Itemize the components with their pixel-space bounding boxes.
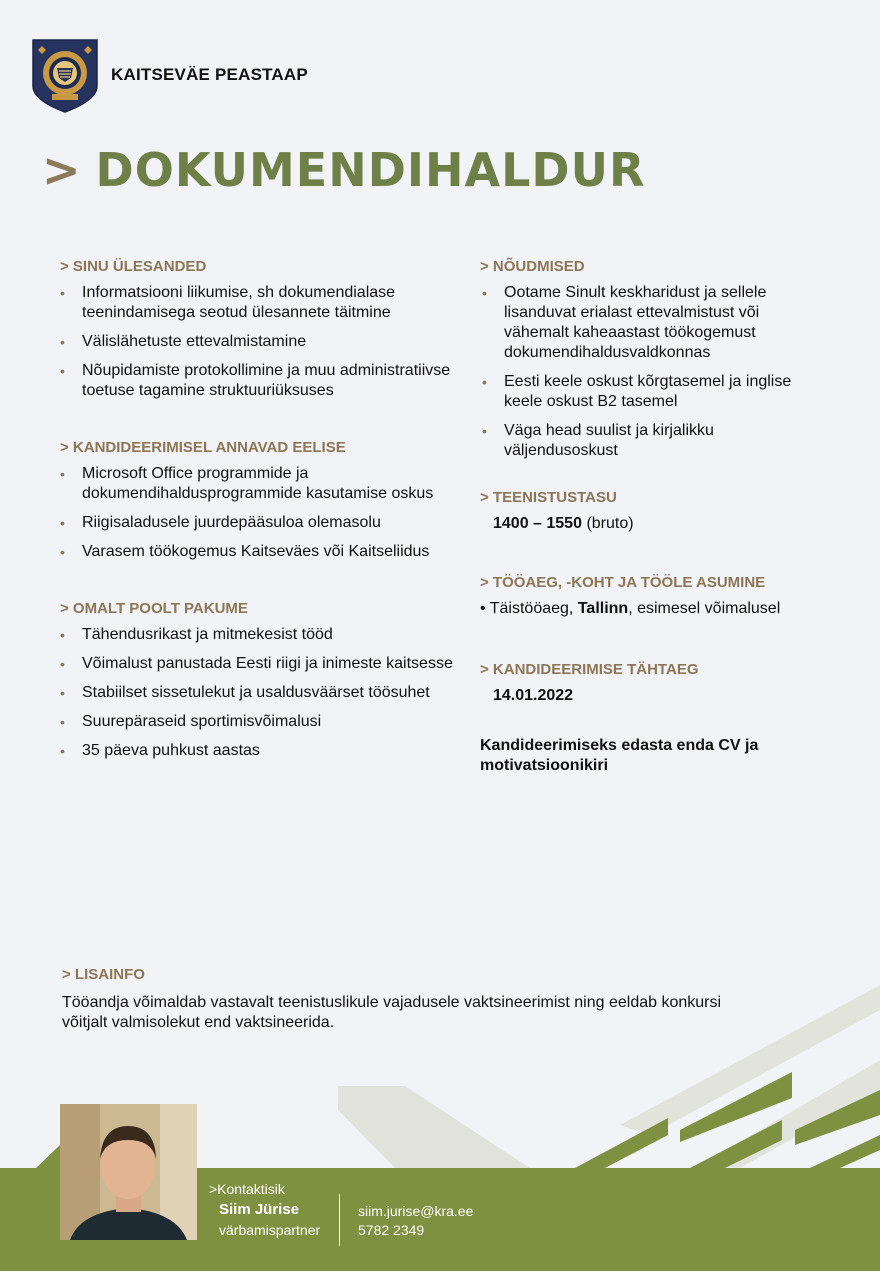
deadline-date: 14.01.2022 (493, 687, 574, 704)
contact-divider (339, 1194, 340, 1246)
list-item (58, 332, 458, 352)
list-item-text: Võimalust panustada Eesti riigi ja inimeste kaitsesse (82, 655, 453, 672)
list-item-text: Eesti keele oskust kõrgtasemel ja inglise keele oskust B2 tasemel (504, 373, 792, 410)
bullet-icon: • (60, 685, 65, 701)
bullet-icon: • (60, 515, 65, 531)
bullet-icon: • (60, 544, 65, 560)
extra-info-text: Tööandja võimaldab vastavalt teenistuslikule vajadusele vaktsineerimist ning eeldab konkursi võitjalt valmisolekut end vaktsineerida. (62, 994, 722, 1031)
list-item-text: Ootame Sinult keskharidust ja sellele lisanduvat erialast ettevalmistust või vähemalt kaheaastast töökogemust dokumendihaldusvaldkonnas (504, 284, 767, 361)
extra-info-heading: > LISAINFO (62, 966, 145, 983)
bullet-icon: • (60, 334, 65, 350)
list-item (480, 372, 820, 412)
page-title (42, 143, 645, 197)
contact-name: Siim Jürise (219, 1201, 300, 1218)
list-item-text: 35 päeva puhkust aastas (82, 742, 260, 759)
list-item-text: Riigisaladusele juurdepääsuloa olemasolu (82, 514, 381, 531)
list-item-text: Microsoft Office programmide ja dokumendihaldusprogrammide kasutamise oskus (82, 465, 434, 502)
list-item (58, 513, 458, 533)
list-item (480, 421, 820, 461)
apply-note: Kandideerimiseks edasta enda CV ja motivatsioonikiri (480, 737, 759, 774)
right-column (480, 258, 820, 776)
advantages-section (58, 439, 458, 562)
bullet-icon: • (482, 423, 487, 439)
list-item (58, 683, 458, 703)
contact-role: värbamispartner (219, 1222, 321, 1238)
list-item (58, 542, 458, 562)
advantages-heading: > KANDIDEERIMISEL ANNAVAD EELISE (60, 439, 346, 456)
offer-heading: > OMALT POOLT PAKUME (60, 600, 248, 617)
list-item-text: Nõupidamiste protokollimine ja muu administratiivse toetuse tagamine struktuuriüksuses (82, 362, 451, 399)
org-logo (30, 36, 100, 114)
extra-info-section (62, 966, 762, 1033)
list-item-text: Tähendusrikast ja mitmekesist tööd (82, 626, 333, 643)
deadline-heading: > KANDIDEERIMISE TÄHTAEG (480, 661, 699, 678)
worktime-suffix: , esimesel võimalusel (628, 600, 781, 617)
deadline-section (480, 661, 820, 706)
list-item (58, 283, 458, 323)
worktime-heading: > TÖÖAEG, -KOHT JA TÖÖLE ASUMINE (480, 574, 766, 591)
org-name: KAITSEVÄE PEASTAAP (111, 65, 308, 84)
duties-list (58, 283, 458, 401)
list-item (58, 464, 458, 504)
list-item (480, 283, 820, 363)
list-item-text: Välislähetuste ettevalmistamine (82, 333, 307, 350)
salary-suffix: (bruto) (586, 515, 634, 532)
requirements-section (480, 258, 820, 461)
worktime-prefix: • Täistööaeg, (480, 600, 574, 617)
worktime-city: Tallinn (577, 600, 629, 617)
list-item (58, 712, 458, 732)
bullet-icon: • (60, 743, 65, 759)
duties-section (58, 258, 458, 401)
contact-email[interactable]: siim.jurise@kra.ee (358, 1203, 474, 1219)
title-text: DOKUMENDIHALDUR (95, 143, 646, 197)
contact-title: >Kontaktisik (209, 1181, 285, 1197)
worktime-section (480, 574, 820, 619)
advantages-list (58, 464, 458, 562)
person-avatar-icon (60, 1104, 197, 1240)
list-item-text: Informatsiooni liikumise, sh dokumendialase teenindamisega seotud ülesannete täitmine (82, 284, 396, 321)
title-arrow: > (42, 143, 82, 197)
left-column (58, 258, 458, 781)
offer-section (58, 600, 458, 761)
bullet-icon: • (60, 363, 65, 379)
bullet-icon: • (60, 466, 65, 482)
offer-list (58, 625, 458, 761)
contact-photo (60, 1104, 197, 1240)
requirements-heading: > NÕUDMISED (480, 258, 585, 275)
salary-heading: > TEENISTUSTASU (480, 489, 617, 506)
salary-amount: 1400 – 1550 (493, 515, 582, 532)
list-item (58, 625, 458, 645)
bullet-icon: • (60, 714, 65, 730)
list-item-text: Varasem töökogemus Kaitseväes või Kaitseliidus (82, 543, 430, 560)
bullet-icon: • (60, 627, 65, 643)
requirements-list (480, 283, 820, 461)
duties-heading: > SINU ÜLESANDED (60, 258, 207, 275)
list-item (58, 654, 458, 674)
list-item-text: Suurepäraseid sportimisvõimalusi (82, 713, 322, 730)
salary-value (480, 514, 820, 534)
contact-phone[interactable]: 5782 2349 (358, 1222, 425, 1238)
list-item-text: Väga head suulist ja kirjalikku väljendusoskust (504, 422, 714, 459)
list-item-text: Stabiilset sissetulekut ja usaldusväärset töösuhet (82, 684, 430, 701)
list-item (58, 741, 458, 761)
worktime-value (480, 599, 820, 619)
salary-section (480, 489, 820, 534)
bullet-icon: • (482, 374, 487, 390)
list-item (58, 361, 458, 401)
bullet-icon: • (482, 285, 487, 301)
bullet-icon: • (60, 285, 65, 301)
bullet-icon: • (60, 656, 65, 672)
